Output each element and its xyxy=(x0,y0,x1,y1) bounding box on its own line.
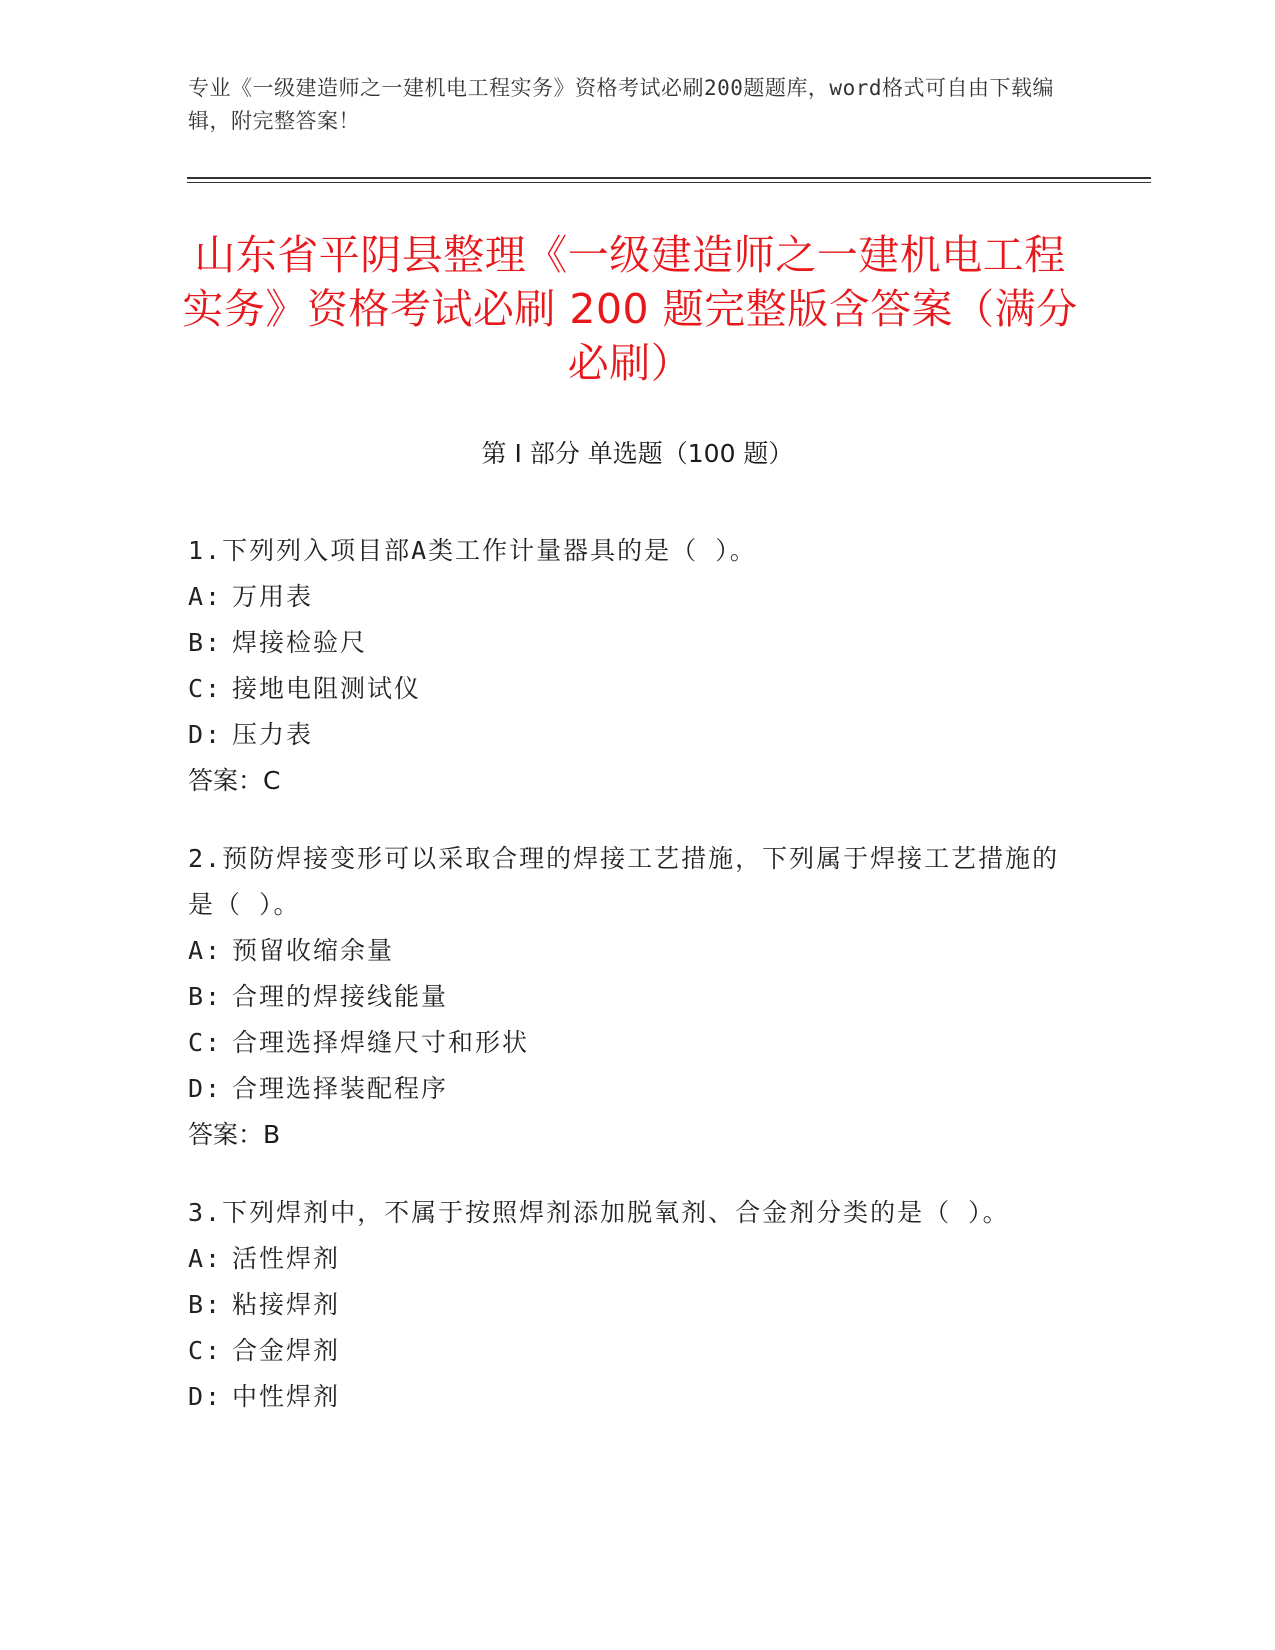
option-text: 压力表 xyxy=(232,720,314,749)
option-key: D: xyxy=(188,1074,223,1103)
question-stem: 3.下列焊剂中，不属于按照焊剂添加脱氧剂、合金剂分类的是（ ）。 xyxy=(188,1198,1010,1227)
question-item xyxy=(188,1190,1068,1420)
option-text: 合金焊剂 xyxy=(232,1336,341,1365)
option-text: 中性焊剂 xyxy=(232,1382,341,1411)
question-item xyxy=(188,528,1068,804)
option-a xyxy=(188,574,1068,620)
question-list xyxy=(188,528,1068,1452)
option-b xyxy=(188,620,1068,666)
option-text: 合理选择装配程序 xyxy=(232,1074,449,1103)
answer-label: 答案：B xyxy=(188,1120,281,1149)
answer-label: 答案：C xyxy=(188,766,281,795)
option-b xyxy=(188,974,1068,1020)
option-a xyxy=(188,928,1068,974)
option-d xyxy=(188,712,1068,758)
header-note: 专业《一级建造师之一建机电工程实务》资格考试必刷200题题库，word格式可自由下载编辑，附完整答案！ xyxy=(188,76,1054,133)
option-c xyxy=(188,1328,1068,1374)
option-text: 预留收缩余量 xyxy=(232,936,395,965)
question-item xyxy=(188,836,1068,1158)
header-divider-thick xyxy=(187,177,1151,179)
option-text: 粘接焊剂 xyxy=(232,1290,341,1319)
option-b xyxy=(188,1282,1068,1328)
option-key: D: xyxy=(188,720,223,749)
option-key: B: xyxy=(188,1290,223,1319)
option-key: C: xyxy=(188,674,223,703)
question-stem: 2.预防焊接变形可以采取合理的焊接工艺措施，下列属于焊接工艺措施的是（ ）。 xyxy=(188,844,1060,919)
option-text: 接地电阻测试仪 xyxy=(232,674,422,703)
option-c xyxy=(188,1020,1068,1066)
option-text: 焊接检验尺 xyxy=(232,628,368,657)
option-text: 合理选择焊缝尺寸和形状 xyxy=(232,1028,530,1057)
option-key: A: xyxy=(188,936,223,965)
document-title: 山东省平阴县整理《一级建造师之一建机电工程实务》资格考试必刷 200 题完整版含答案（满分必刷） xyxy=(182,231,1078,387)
option-key: C: xyxy=(188,1336,223,1365)
option-key: B: xyxy=(188,628,223,657)
option-a xyxy=(188,1236,1068,1282)
option-c xyxy=(188,666,1068,712)
option-text: 万用表 xyxy=(232,582,314,611)
option-key: A: xyxy=(188,1244,223,1273)
option-d xyxy=(188,1374,1068,1420)
question-stem: 1.下列列入项目部A类工作计量器具的是（ ）。 xyxy=(188,536,757,565)
option-key: B: xyxy=(188,982,223,1011)
option-key: A: xyxy=(188,582,223,611)
header-divider-thin xyxy=(187,182,1151,183)
option-text: 合理的焊接线能量 xyxy=(232,982,449,1011)
option-text: 活性焊剂 xyxy=(232,1244,341,1273)
option-d xyxy=(188,1066,1068,1112)
option-key: D: xyxy=(188,1382,223,1411)
section-title: 第 I 部分 单选题（100 题） xyxy=(481,439,794,468)
option-key: C: xyxy=(188,1028,223,1057)
